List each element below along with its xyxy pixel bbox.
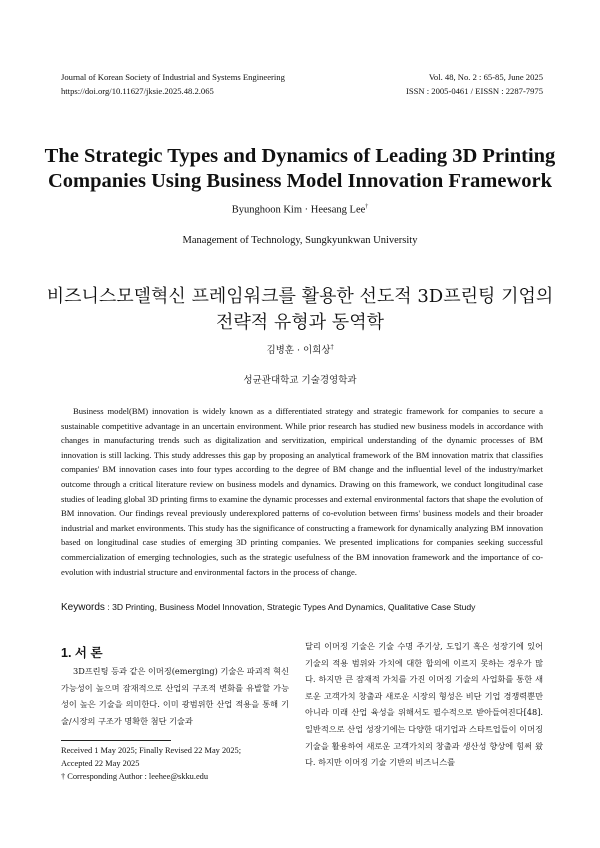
keywords-label: Keywords — [61, 602, 105, 613]
volume-info: Vol. 48, No. 2 : 65-85, June 2025 — [428, 72, 543, 82]
keywords — [61, 602, 475, 613]
authors — [0, 204, 600, 216]
korean-author-names: 김병훈 · 이희상 — [266, 345, 331, 356]
issn-info: ISSN : 2005-0461 / EISSN : 2287-7975 — [405, 86, 543, 96]
korean-title-line1: 비즈니스모델혁신 프레임워크를 활용한 선도적 3D프린팅 기업의 — [46, 286, 554, 307]
intro-left-column — [61, 663, 289, 729]
intro-right-column — [305, 638, 543, 771]
intro-paragraph-left: 3D프린팅 등과 같은 이머징(emerging) 기술은 파괴적 혁신 가능성이 높으며 잠재적으로 산업의 구조적 변화를 유발할 가능성이 높은 기술을 의미한다. 이미 광범위한 산업 적용을 통해 기술/시장의 구조가 명확한 첨단 기술과 — [61, 666, 289, 726]
abstract — [61, 404, 543, 579]
footnote-accepted: Accepted 22 May 2025 — [61, 759, 140, 768]
abstract-text: Business model(BM) innovation is widely known as a differentiated strategy and strategic framework for companies to secure a sustainable competitive advantage in an uncertain environment. While prior research has studied new business models in accordance with changes in manufacturing trends such as digitalization and servitization, empirical understanding of the dynamic processes of BM innovation is still lacking. This study addresses this gap by proposing an analytical framework of the BM innovation matrix that classifies companies' BM innovation cases into four types according to the degree of BM change and the influential level of the industry/market outcome through a critical literature review on business models and dynamics. Drawing on this framework, we conduct longitudinal case studies of leading global 3D printing firms to examine the dynamic processes and external environmental factors that shape the evolution of BM innovation. Our findings reveal previously underexplored patterns of co-evolution between firms' business models and their broader industrial and market environments. This study has the significance of constructing a framework for dynamically analyzing BM innovation based on longitudinal case studies of emerging 3D printing companies. We presented implications for companies seeking successful commercialization of emerging technologies, such as the strategic usefulness of the BM innovation framework and the importance of co-evolution with industrial structure and environmental factors in the process of change. — [61, 406, 543, 577]
footnote-corresponding — [61, 771, 208, 784]
doi-link[interactable]: https://doi.org/10.11627/jksie.2025.48.2.065 — [61, 86, 214, 96]
korean-authors — [0, 342, 600, 356]
korean-affiliation: 성균관대학교 기술경영학과 — [243, 375, 357, 386]
keywords-text: 3D Printing, Business Model Innovation, Strategic Types And Dynamics, Qualitative Case Study — [112, 602, 476, 612]
affiliation: Management of Technology, Sungkyunkwan University — [182, 235, 418, 246]
journal-name: Journal of Korean Society of Industrial and Systems Engineering — [61, 72, 285, 82]
keywords-separator: : — [104, 602, 113, 612]
author-names: Byunghoon Kim · Heesang Lee — [231, 204, 366, 216]
paper-title-line2: Companies Using Business Model Innovation Framework — [47, 170, 552, 192]
section-heading-introduction: 1. 서 론 — [61, 646, 103, 660]
corresponding-mark: † — [365, 204, 369, 210]
korean-corresponding-mark: † — [330, 343, 334, 351]
intro-paragraph-right: 달리 이머징 기술은 기술 수명 주기상, 도입기 혹은 성장기에 있어 기술의 적용 범위와 가치에 대한 합의에 이르지 못하는 경우가 많다. 하지만 큰 잠재적 가치를 가진 이머징 기술의 사업화를 통한 새로운 고객가치 창출과 새로운 시장의 형성은 비단 기업 경쟁력뿐만 아니라 미래 산업 육성을 위해서도 필수적으로 받아들여진다[48]. 일반적으로 산업 성장기에는 다양한 대기업과 스타트업들이 이머징 기술을 활용하여 새로운 고객가치의 창출과 생산성 향상에 힘써 왔다. 하지만 이머징 기술 기반의 비즈니스를 — [305, 641, 543, 768]
dagger-mark: † — [61, 772, 66, 781]
paper-title-line1: The Strategic Types and Dynamics of Leading 3D Printing — [44, 145, 556, 167]
footnote-divider — [61, 740, 171, 741]
korean-title-line2: 전략적 유형과 동역학 — [216, 312, 384, 333]
corresponding-author-text: Corresponding Author : leehee@skku.edu — [67, 772, 209, 781]
footnote-received: Received 1 May 2025; Finally Revised 22 May 2025; — [61, 746, 242, 755]
